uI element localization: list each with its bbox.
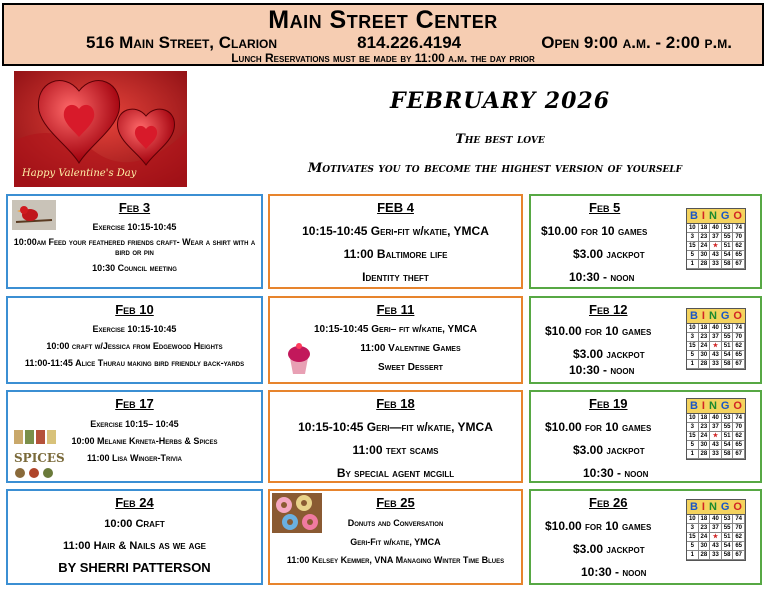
month-title: FEBRUARY 2026 <box>389 88 611 114</box>
date-label: Feb 12 <box>589 302 628 317</box>
bingo-card-icon: B I N G O 10 18 40 53 74 3 23 37 55 70 15 24 ★ 51 62 5 30 43 54 65 1 28 33 58 67 <box>686 499 746 561</box>
event-line: 11:00 Kelsey Kemmer, VNA Managing Winter Time Blues <box>286 555 505 565</box>
event-line: Exercise 10:15-10:45 <box>92 324 177 334</box>
event-line: $3.00 jackpot <box>573 347 645 361</box>
phone: 814.226.4194 <box>357 33 462 52</box>
event-line: $3.00 jackpot <box>573 247 645 261</box>
event-line: Exercise 10:15-10:45 <box>92 222 177 232</box>
event-line: BY SHERRI PATTERSON <box>58 560 211 575</box>
day-box-feb-26 <box>529 489 762 585</box>
event-line: 11:00 Valentine Games <box>360 343 461 354</box>
header-banner <box>2 3 764 66</box>
day-box-feb-24 <box>6 489 263 585</box>
date-label: Feb 26 <box>589 495 628 510</box>
date-label: Feb 17 <box>115 396 154 411</box>
event-line: $3.00 jackpot <box>573 443 645 457</box>
event-line: 10:00 Melanie Krneta-Herbs & Spices <box>71 436 218 446</box>
event-line: 11:00-11:45 Alice Thurau making bird friendly back-yards <box>24 358 245 368</box>
event-line: Identity theft <box>362 270 429 284</box>
hours: Open 9:00 a.m. - 2:00 p.m. <box>541 33 732 52</box>
event-line: 10:00 craft w/Jessica from Edgewood Heights <box>46 341 223 351</box>
event-line: 10:30 - noon <box>569 270 635 284</box>
day-box-feb-10 <box>6 296 263 384</box>
date-label: Feb 5 <box>589 200 621 215</box>
center-name: Main Street Center <box>268 6 498 34</box>
day-box-feb-25 <box>268 489 523 585</box>
event-line: 10:30 - noon <box>569 363 635 377</box>
event-line: $10.00 for 10 games <box>545 519 652 533</box>
event-line: Exercise 10:15– 10:45 <box>90 419 179 429</box>
date-label: Feb 3 <box>118 200 151 215</box>
event-line: 11:00 Lisa Winger-Trivia <box>86 453 182 463</box>
svg-text:SPICES: SPICES <box>14 451 65 465</box>
day-box-feb-17 <box>6 390 263 483</box>
event-line: 10:30 - noon <box>583 466 649 480</box>
date-label: Feb 11 <box>376 302 415 317</box>
event-line: 10:15-10:45 Geri—fit w/katie, YMCA <box>298 420 493 434</box>
event-line: 11:00 Hair & Nails as we age <box>62 540 207 552</box>
day-box-feb-18 <box>268 390 523 483</box>
day-box-feb-11 <box>268 296 523 384</box>
address: 516 Main Street, Clarion <box>86 33 278 52</box>
event-line: 10:00 Craft <box>104 518 165 530</box>
event-line: 11:00 Baltimore life <box>343 247 448 261</box>
event-line: $10.00 for 10 games <box>541 224 648 238</box>
event-line: Sweet Dessert <box>378 362 443 373</box>
date-label: Feb 19 <box>589 396 628 411</box>
event-line: 10:30 Council meeting <box>92 263 177 273</box>
photo-caption: Happy Valentine's Day <box>22 168 137 179</box>
day-box-feb-4 <box>268 194 523 289</box>
event-line: Donuts and Conversation <box>347 518 444 528</box>
day-box-feb-5 <box>529 194 762 289</box>
day-box-feb-12 <box>529 296 762 384</box>
date-label: FEB 4 <box>377 200 414 215</box>
event-line: $10.00 for 10 games <box>545 420 652 434</box>
quote-line-1: The best love <box>455 132 545 147</box>
day-box-feb-3 <box>6 194 263 289</box>
date-label: Feb 25 <box>376 495 415 510</box>
event-line: 10:15-10:45 Geri– fit w/katie, YMCA <box>313 324 477 335</box>
event-line: $3.00 jackpot <box>573 542 645 556</box>
event-line: 11:00 text scams <box>352 443 439 457</box>
event-line: 10:30 - noon <box>581 565 647 579</box>
event-line: Geri-Fit w/katie, YMCA <box>350 537 441 547</box>
valentine-hearts-image <box>14 71 187 187</box>
lunch-note: Lunch Reservations must be made by 11:00 a.m. the day prior <box>231 51 535 65</box>
cardinal-bird-icon <box>12 200 56 230</box>
date-label: Feb 24 <box>115 495 154 510</box>
bingo-card-icon: B I N G O 10 18 40 53 74 3 23 37 55 70 15 24 ★ 51 62 5 30 43 54 65 1 28 33 58 67 <box>686 308 746 370</box>
bingo-card-icon: B I N G O 10 18 40 53 74 3 23 37 55 70 15 24 ★ 51 62 5 30 43 54 65 1 28 33 58 67 <box>686 398 746 460</box>
quote-line-2: Motivates you to become the highest version of yourself <box>307 161 683 176</box>
spice-jars-icon <box>12 428 68 480</box>
donuts-icon <box>272 493 322 533</box>
date-label: Feb 10 <box>115 302 154 317</box>
event-line: 10:00am Feed your feathered friends craft- Wear a shirt with a bird or pin <box>13 237 256 257</box>
event-line: By special agent mcgill <box>336 466 455 480</box>
cupcake-icon <box>284 340 314 376</box>
day-box-feb-19 <box>529 390 762 483</box>
date-label: Feb 18 <box>376 396 415 411</box>
bingo-card-icon: B I N G O 10 18 40 53 74 3 23 37 55 70 15 24 ★ 51 62 5 30 43 54 65 1 28 33 58 67 <box>686 208 746 270</box>
event-line: 10:15-10:45 Geri-fit w/katie, YMCA <box>302 224 489 238</box>
event-line: $10.00 for 10 games <box>545 324 652 338</box>
